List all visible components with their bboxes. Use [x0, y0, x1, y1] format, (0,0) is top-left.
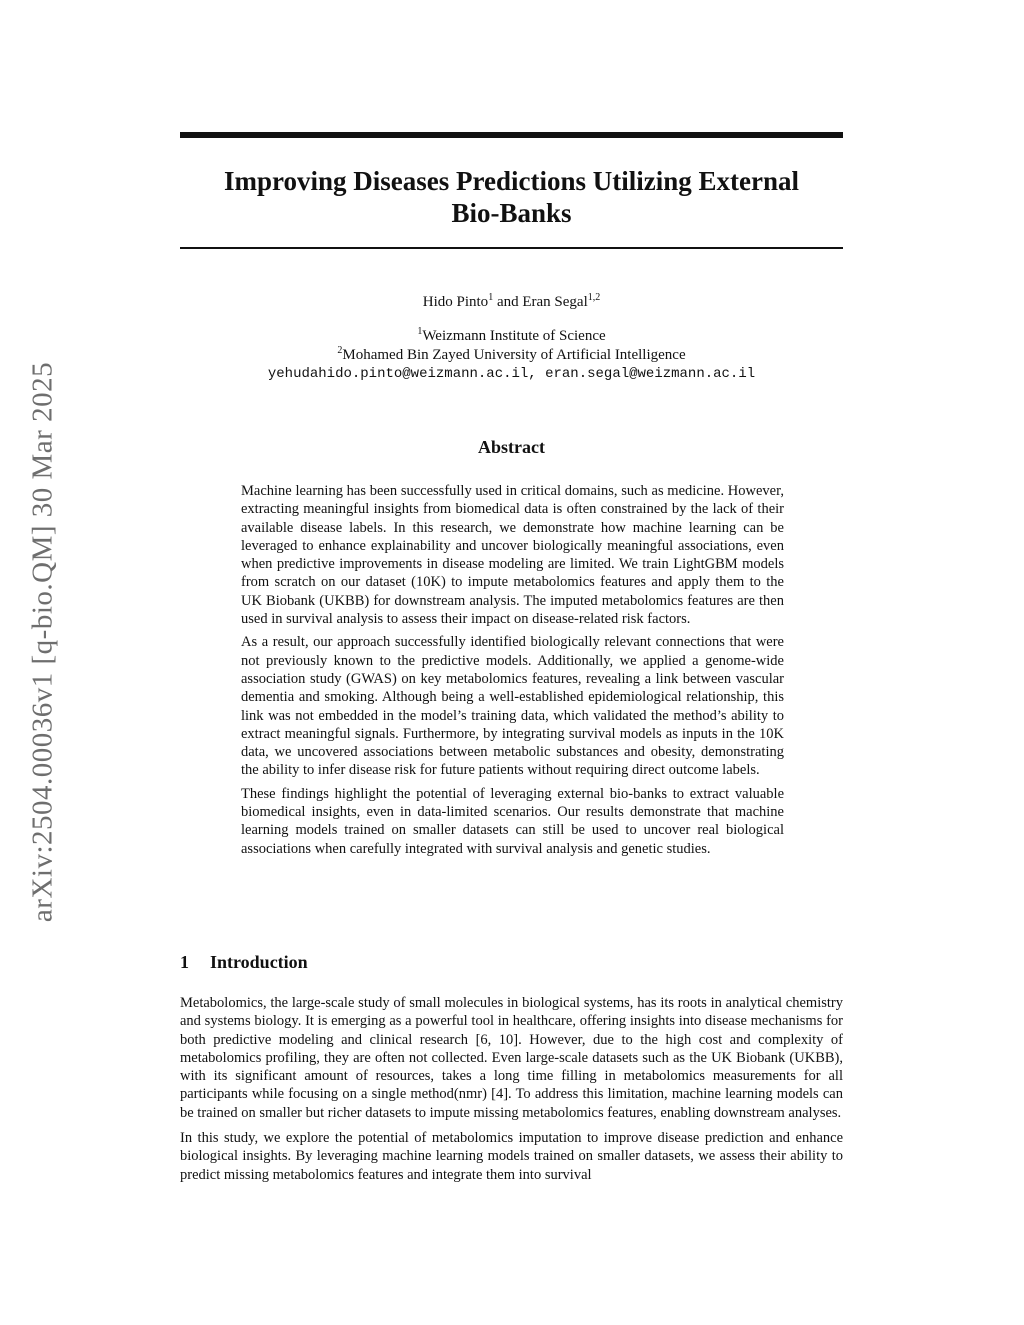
- abstract-body: [241, 482, 784, 863]
- affiliation-line: [180, 327, 843, 346]
- author-conjunction: and: [493, 294, 523, 310]
- author-affiliation-mark: 1: [488, 292, 494, 303]
- affiliation-name: Weizmann Institute of Science: [422, 328, 606, 344]
- affiliation-line: [180, 346, 843, 365]
- section-number: 1: [180, 952, 189, 972]
- title-bottom-rule: [180, 247, 843, 249]
- title-line-2: Bio-Banks: [451, 198, 572, 228]
- author-name: Hido Pinto: [422, 294, 489, 310]
- author-list: [180, 292, 843, 312]
- arxiv-identifier: arXiv:2504.00036v1 [q-bio.QM] 30 Mar 2025: [26, 361, 59, 923]
- body-paragraph: Metabolomics, the large-scale study of small molecules in biological systems, has its roots in analytical chemistry and systems biology. It is emerging as a powerful tool in healthcare, offering insights into disease mechanisms for both predictive modeling and clinical research [6, 10]. However, due to the high cost and complexity of metabolomics profiling, they are often not collected. Even large-scale datasets such as the UK Biobank (UKBB), with its significant amount of resources, takes a long time filling in metabolomics measurements for all participants while focusing on a single method(nmr) [4]. To address this limitation, machine learning models can be trained on smaller but richer datasets to impute missing metabolomics features, enabling downstream analyses.: [180, 995, 843, 1121]
- abstract-heading: Abstract: [478, 437, 545, 457]
- affiliation-mark: 2: [337, 345, 343, 356]
- author-name: Eran Segal: [522, 294, 588, 310]
- title-top-rule: [180, 132, 843, 138]
- paper-title: [180, 165, 843, 229]
- body-paragraph: In this study, we explore the potential of metabolomics imputation to improve disease prediction and enhance biological insights. By leveraging machine learning models trained on smaller datasets, we assess their ability to predict missing metabolomics features and integrate them into survival: [180, 1130, 843, 1183]
- author-affiliation-mark: 1,2: [587, 292, 601, 303]
- abstract-paragraph: Machine learning has been successfully used in critical domains, such as medicine. However, extracting meaningful insights from biomedical data is often constrained by the lack of their available disease labels. In this research, we demonstrate how machine learning can be leveraged to enhance explainability and uncover biologically meaningful associations, even when predictive improvements in disease modeling are limited. We train LightGBM models from scratch on our dataset (10K) to impute metabolomics features and apply them to the UK Biobank (UKBB) for downstream analysis. The imputed metabolomics features are then used in survival analysis to assess their impact on disease-related risk factors.: [241, 483, 784, 628]
- affiliation-name: Mohamed Bin Zayed University of Artificial Intelligence: [342, 347, 686, 363]
- author-emails: yehudahido.pinto@weizmann.ac.il, eran.segal@weizmann.ac.il: [267, 366, 756, 382]
- affiliations: [180, 327, 843, 384]
- title-line-1: Improving Diseases Predictions Utilizing External: [224, 166, 799, 196]
- arxiv-sidebar-stamp: [22, 322, 64, 962]
- section-title: Introduction: [210, 952, 308, 972]
- affiliation-mark: 1: [417, 326, 423, 337]
- section-heading-introduction: [180, 952, 308, 973]
- abstract-paragraph: As a result, our approach successfully identified biologically relevant connections that were not previously known to the predictive models. Additionally, we applied a genome-wide association study (GWAS) on key metabolomics features, revealing a link between vascular dementia and smoking. Although being a well-established epidemiological relationship, this link was not embedded in the model’s training data, which validated the method’s ability to extract meaningful signals. Furthermore, by integrating survival models as inputs in the 10K data, we uncovered associations between metabolic substances and obesity, demonstrating the ability to infer disease risk for future patients without requiring direct outcome labels.: [241, 634, 784, 779]
- introduction-body: [180, 994, 843, 1191]
- abstract-paragraph: These findings highlight the potential of leveraging external bio-banks to extract valuable biomedical insights, even in data-limited scenarios. Our results demonstrate that machine learning models trained on smaller datasets can still be used to uncover real biological associations when carefully integrated with survival analysis and genetic studies.: [241, 785, 784, 857]
